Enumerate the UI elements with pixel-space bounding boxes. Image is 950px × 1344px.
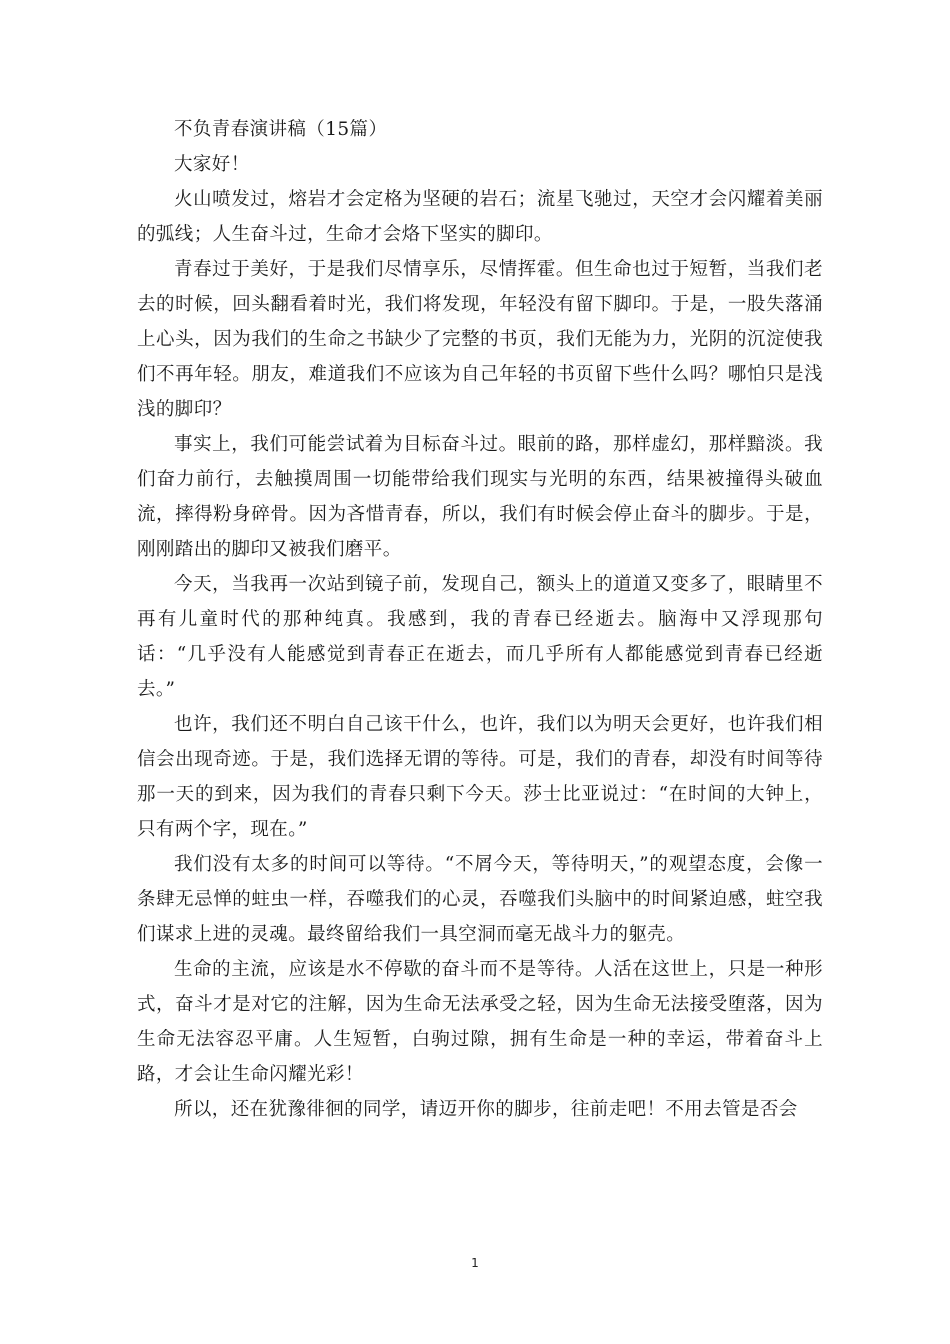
paragraph-7: 生命的主流，应该是水不停歇的奋斗而不是等待。人活在这世上，只是一种形式，奋斗才是对它的注解，因为生命无法承受之轻，因为生命无法接受堕落，因为生命无法容忍平庸。人生短暂，白驹过隙，拥有生命是一种的幸运，带着奋斗上路，才会让生命闪耀光彩！	[137, 959, 823, 1085]
document-title: 不负青春演讲稿（15篇）	[174, 119, 388, 140]
paragraph-5: 也许，我们还不明白自己该干什么，也许，我们以为明天会更好，也许我们相信会出现奇迹。于是，我们选择无谓的等待。可是，我们的青春，却没有时间等待那一天的到来，因为我们的青春只剩下今天。莎士比亚说过：“在时间的大钟上，只有两个字，现在。”	[137, 714, 823, 840]
paragraph-6: 我们没有太多的时间可以等待。“不屑今天，等待明天，”的观望态度，会像一条肆无忌惮的蛀虫一样，吞噬我们的心灵，吞噬我们头脑中的时间紧迫感，蛀空我们谋求上进的灵魂。最终留给我们一具空洞而毫无战斗力的躯壳。	[137, 854, 823, 945]
paragraph-3: 事实上，我们可能尝试着为目标奋斗过。眼前的路，那样虚幻，那样黯淡。我们奋力前行，去触摸周围一切能带给我们现实与光明的东西，结果被撞得头破血流，摔得粉身碎骨。因为吝惜青春，所以，我们有时候会停止奋斗的脚步。于是，刚刚踏出的脚印又被我们磨平。	[137, 434, 823, 560]
paragraph-8: 所以，还在犹豫徘徊的同学，请迈开你的脚步，往前走吧！不用去管是否会	[174, 1099, 798, 1120]
paragraph-4: 今天，当我再一次站到镜子前，发现自己，额头上的道道又变多了，眼睛里不再有儿童时代的那种纯真。我感到，我的青春已经逝去。脑海中又浮现那句话：“几乎没有人能感觉到青春正在逝去，而几乎所有人都能感觉到青春已经逝去。”	[137, 574, 823, 700]
paragraph-2: 青春过于美好，于是我们尽情享乐，尽情挥霍。但生命也过于短暂，当我们老去的时候，回头翻看着时光，我们将发现，年轻没有留下脚印。于是，一股失落涌上心头，因为我们的生命之书缺少了完整的书页，我们无能为力，光阴的沉淀使我们不再年轻。朋友，难道我们不应该为自己年轻的书页留下些什么吗？哪怕只是浅浅的脚印？	[137, 259, 823, 420]
document-body	[137, 112, 823, 1127]
greeting: 大家好！	[174, 154, 250, 175]
paragraph-1: 火山喷发过，熔岩才会定格为坚硬的岩石；流星飞驰过，天空才会闪耀着美丽的弧线；人生奋斗过，生命才会烙下坚实的脚印。	[137, 189, 823, 245]
page-number: 1	[471, 1256, 479, 1270]
